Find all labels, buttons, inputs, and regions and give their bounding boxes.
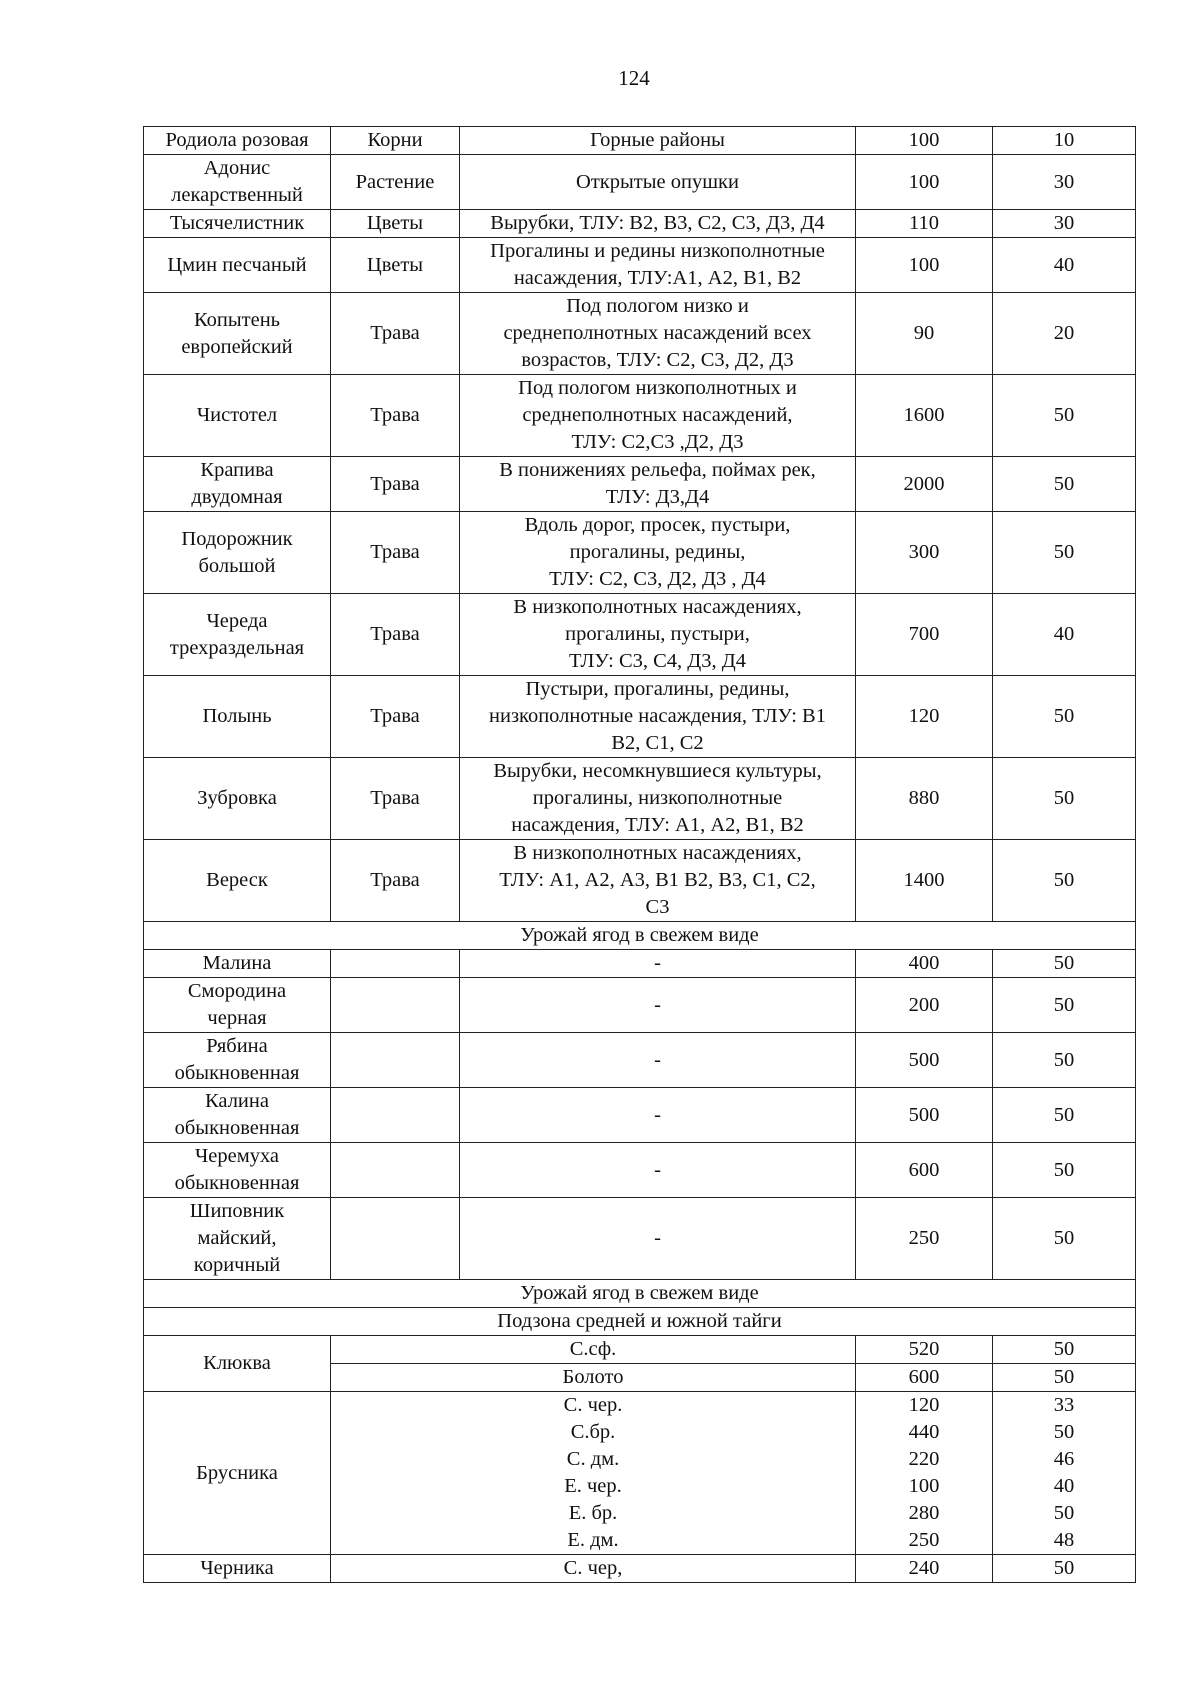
percent-cell: 50	[993, 1143, 1136, 1198]
plant-name-cell: Смородина черная	[144, 978, 331, 1033]
plant-part-cell: Трава	[331, 375, 460, 457]
plant-name-cell: Калина обыкновенная	[144, 1088, 331, 1143]
table-row	[144, 1088, 1136, 1143]
percent-cell: 50	[993, 1336, 1136, 1364]
yield-cell: 100	[856, 127, 993, 155]
plant-part-cell: Трава	[331, 512, 460, 594]
percent-cell: 50	[993, 375, 1136, 457]
location-cell: -	[460, 1088, 856, 1143]
plant-part-cell: Трава	[331, 457, 460, 512]
yield-cell: 1600	[856, 375, 993, 457]
yield-cell: 500	[856, 1088, 993, 1143]
yield-cell: 250	[856, 1198, 993, 1280]
plant-part-cell: Трава	[331, 676, 460, 758]
location-cell: -	[460, 978, 856, 1033]
plant-part-cell: Трава	[331, 758, 460, 840]
location-cell: С. чер,	[331, 1555, 856, 1583]
plant-part-cell: Трава	[331, 594, 460, 676]
location-cell: Болото	[331, 1364, 856, 1392]
table-row	[144, 1555, 1136, 1583]
location-cell: Горные районы	[460, 127, 856, 155]
location-cell: В понижениях рельефа, поймах рек, ТЛУ: Д3,Д4	[460, 457, 856, 512]
plant-part-cell	[331, 978, 460, 1033]
plant-part-cell	[331, 950, 460, 978]
plant-name-cell: Шиповник майский, коричный	[144, 1198, 331, 1280]
section-title: Урожай ягод в свежем виде	[144, 1280, 1136, 1308]
yield-cell: 100	[856, 238, 993, 293]
plant-name-cell: Клюква	[144, 1336, 331, 1392]
percent-cell: 40	[993, 238, 1136, 293]
table-row	[144, 457, 1136, 512]
location-cell: Вырубки, ТЛУ: В2, В3, С2, С3, Д3, Д4	[460, 210, 856, 238]
percent-cell: 50	[993, 1364, 1136, 1392]
location-cell: Пустыри, прогалины, редины, низкополнотные насаждения, ТЛУ: В1 В2, С1, С2	[460, 676, 856, 758]
plant-name-cell: Зубровка	[144, 758, 331, 840]
page-number: 124	[618, 66, 650, 90]
yield-cell: 200	[856, 978, 993, 1033]
table-row	[144, 1392, 1136, 1555]
location-cell: -	[460, 1143, 856, 1198]
table-row	[144, 676, 1136, 758]
table-row	[144, 238, 1136, 293]
yield-cell: 600	[856, 1143, 993, 1198]
table-row	[144, 512, 1136, 594]
location-cell: Прогалины и редины низкополнотные насаждения, ТЛУ:А1, А2, В1, В2	[460, 238, 856, 293]
yield-cell: 700	[856, 594, 993, 676]
plant-name-cell: Черника	[144, 1555, 331, 1583]
plant-part-cell	[331, 1198, 460, 1280]
section-header-row	[144, 922, 1136, 950]
section-title: Урожай ягод в свежем виде	[144, 922, 1136, 950]
table-row	[144, 127, 1136, 155]
plant-name-cell: Брусника	[144, 1392, 331, 1555]
table-row	[144, 155, 1136, 210]
plant-name-cell: Тысячелистник	[144, 210, 331, 238]
table-row	[144, 758, 1136, 840]
percent-cell: 50	[993, 1033, 1136, 1088]
plant-part-cell: Трава	[331, 840, 460, 922]
table-row	[144, 1198, 1136, 1280]
percent-cell: 50	[993, 1088, 1136, 1143]
plant-name-cell: Вереск	[144, 840, 331, 922]
plant-name-cell: Цмин песчаный	[144, 238, 331, 293]
percent-cell: 50	[993, 1198, 1136, 1280]
percent-cell: 30	[993, 210, 1136, 238]
table-row	[144, 375, 1136, 457]
percent-cell: 50	[993, 840, 1136, 922]
percent-cell: 33 50 46 40 50 48	[993, 1392, 1136, 1555]
section-header-row	[144, 1280, 1136, 1308]
location-cell: Вдоль дорог, просек, пустыри, прогалины, редины, ТЛУ: С2, С3, Д2, Д3 , Д4	[460, 512, 856, 594]
table-row	[144, 210, 1136, 238]
plant-part-cell: Трава	[331, 293, 460, 375]
plant-name-cell: Чистотел	[144, 375, 331, 457]
percent-cell: 50	[993, 1555, 1136, 1583]
percent-cell: 10	[993, 127, 1136, 155]
yield-cell: 120 440 220 100 280 250	[856, 1392, 993, 1555]
plant-part-cell: Цветы	[331, 210, 460, 238]
plant-name-cell: Полынь	[144, 676, 331, 758]
plant-name-cell: Черемуха обыкновенная	[144, 1143, 331, 1198]
table-row	[144, 840, 1136, 922]
section-subtitle: Подзона средней и южной тайги	[144, 1308, 1136, 1336]
plant-name-cell: Адонис лекарственный	[144, 155, 331, 210]
section-subheader-row	[144, 1308, 1136, 1336]
plant-part-cell	[331, 1033, 460, 1088]
plant-name-cell: Родиола розовая	[144, 127, 331, 155]
plant-name-cell: Копытень европейский	[144, 293, 331, 375]
table-row	[144, 950, 1136, 978]
percent-cell: 50	[993, 457, 1136, 512]
percent-cell: 30	[993, 155, 1136, 210]
yield-cell: 500	[856, 1033, 993, 1088]
yield-cell: 2000	[856, 457, 993, 512]
percent-cell: 50	[993, 512, 1136, 594]
yield-cell: 300	[856, 512, 993, 594]
location-cell: -	[460, 1033, 856, 1088]
yield-cell: 90	[856, 293, 993, 375]
yield-cell: 100	[856, 155, 993, 210]
percent-cell: 40	[993, 594, 1136, 676]
plant-name-cell: Череда трехраздельная	[144, 594, 331, 676]
table-row	[144, 1033, 1136, 1088]
plant-part-cell	[331, 1143, 460, 1198]
yield-cell: 520	[856, 1336, 993, 1364]
table-row	[144, 1143, 1136, 1198]
location-cell: -	[460, 1198, 856, 1280]
plant-part-cell: Растение	[331, 155, 460, 210]
yield-cell: 880	[856, 758, 993, 840]
percent-cell: 50	[993, 978, 1136, 1033]
percent-cell: 20	[993, 293, 1136, 375]
yield-cell: 110	[856, 210, 993, 238]
percent-cell: 50	[993, 950, 1136, 978]
location-cell: Открытые опушки	[460, 155, 856, 210]
yield-cell: 240	[856, 1555, 993, 1583]
table-row	[144, 594, 1136, 676]
location-cell: Под пологом низко и среднеполнотных насаждений всех возрастов, ТЛУ: С2, С3, Д2, Д3	[460, 293, 856, 375]
plant-name-cell: Малина	[144, 950, 331, 978]
location-cell: В низкополнотных насаждениях, прогалины, пустыри, ТЛУ: С3, С4, Д3, Д4	[460, 594, 856, 676]
yield-cell: 400	[856, 950, 993, 978]
table-row	[144, 1336, 1136, 1364]
location-cell: С. чер. С.бр. С. дм. Е. чер. Е. бр. Е. дм.	[331, 1392, 856, 1555]
plant-name-cell: Рябина обыкновенная	[144, 1033, 331, 1088]
harvest-table	[143, 126, 1136, 1583]
plant-part-cell	[331, 1088, 460, 1143]
percent-cell: 50	[993, 758, 1136, 840]
location-cell: -	[460, 950, 856, 978]
table-row	[144, 293, 1136, 375]
yield-cell: 120	[856, 676, 993, 758]
location-cell: В низкополнотных насаждениях, ТЛУ: А1, А2, А3, В1 В2, В3, С1, С2, С3	[460, 840, 856, 922]
plant-part-cell: Цветы	[331, 238, 460, 293]
plant-part-cell: Корни	[331, 127, 460, 155]
plant-name-cell: Крапива двудомная	[144, 457, 331, 512]
location-cell: Под пологом низкополнотных и среднеполнотных насаждений, ТЛУ: С2,С3 ,Д2, Д3	[460, 375, 856, 457]
location-cell: Вырубки, несомкнувшиеся культуры, прогалины, низкополнотные насаждения, ТЛУ: А1, А2, В1, В2	[460, 758, 856, 840]
yield-cell: 1400	[856, 840, 993, 922]
plant-name-cell: Подорожник большой	[144, 512, 331, 594]
percent-cell: 50	[993, 676, 1136, 758]
table-row	[144, 978, 1136, 1033]
location-cell: С.сф.	[331, 1336, 856, 1364]
yield-cell: 600	[856, 1364, 993, 1392]
